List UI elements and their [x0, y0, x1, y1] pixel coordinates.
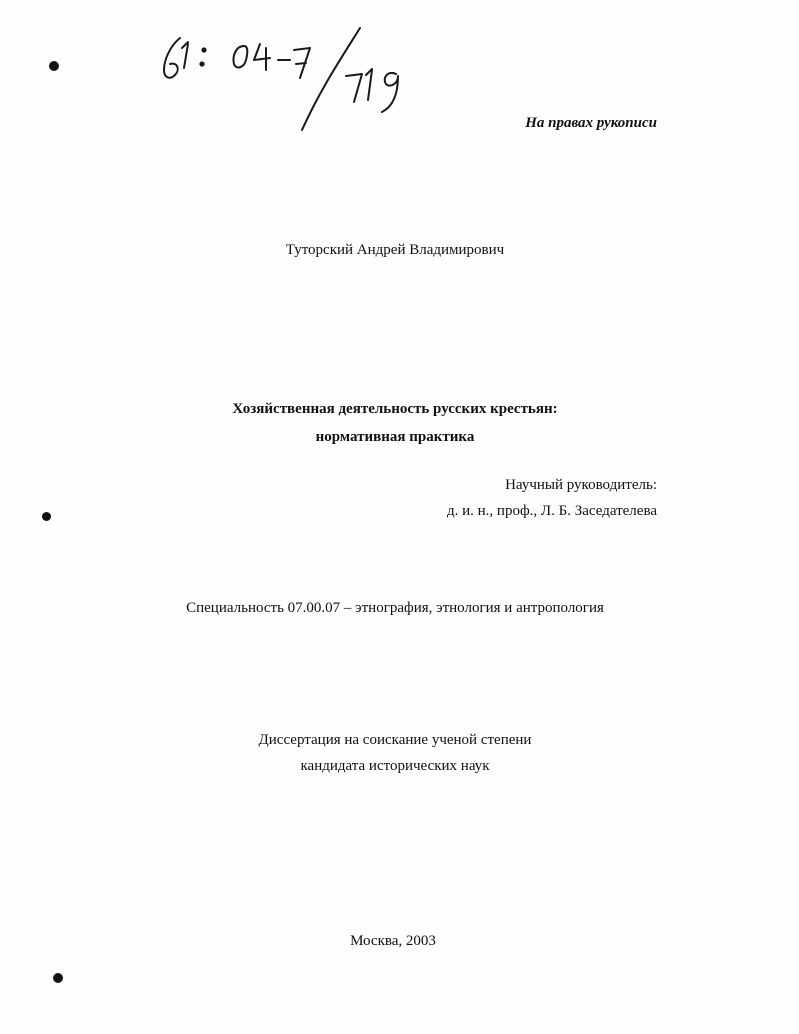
specialty-line: Специальность 07.00.07 – этнография, этнология и антропология: [186, 600, 604, 616]
degree-line-2: кандидата исторических наук: [300, 758, 490, 774]
degree-block: [0, 727, 790, 779]
place-year: Москва, 2003: [350, 933, 436, 949]
supervisor-label: Научный руководитель:: [505, 477, 657, 493]
title-line-1: Хозяйственная деятельность русских крестьян:: [232, 401, 558, 417]
punch-hole-middle: [42, 512, 51, 521]
rights-notice: На правах рукописи: [525, 115, 657, 131]
punch-hole-bottom: [53, 973, 63, 983]
title-line-2: нормативная практика: [315, 429, 475, 445]
dissertation-title: [0, 395, 790, 451]
handwritten-archive-number: [150, 20, 430, 140]
punch-hole-top: [49, 61, 59, 71]
handwritten-archive-number-drawing: [150, 20, 430, 140]
supervisor-block: [447, 472, 657, 524]
supervisor-name: д. и. н., проф., Л. Б. Заседателева: [447, 503, 657, 519]
degree-line-1: Диссертация на соискание ученой степени: [258, 732, 532, 748]
author-name: Туторский Андрей Владимирович: [285, 242, 505, 258]
